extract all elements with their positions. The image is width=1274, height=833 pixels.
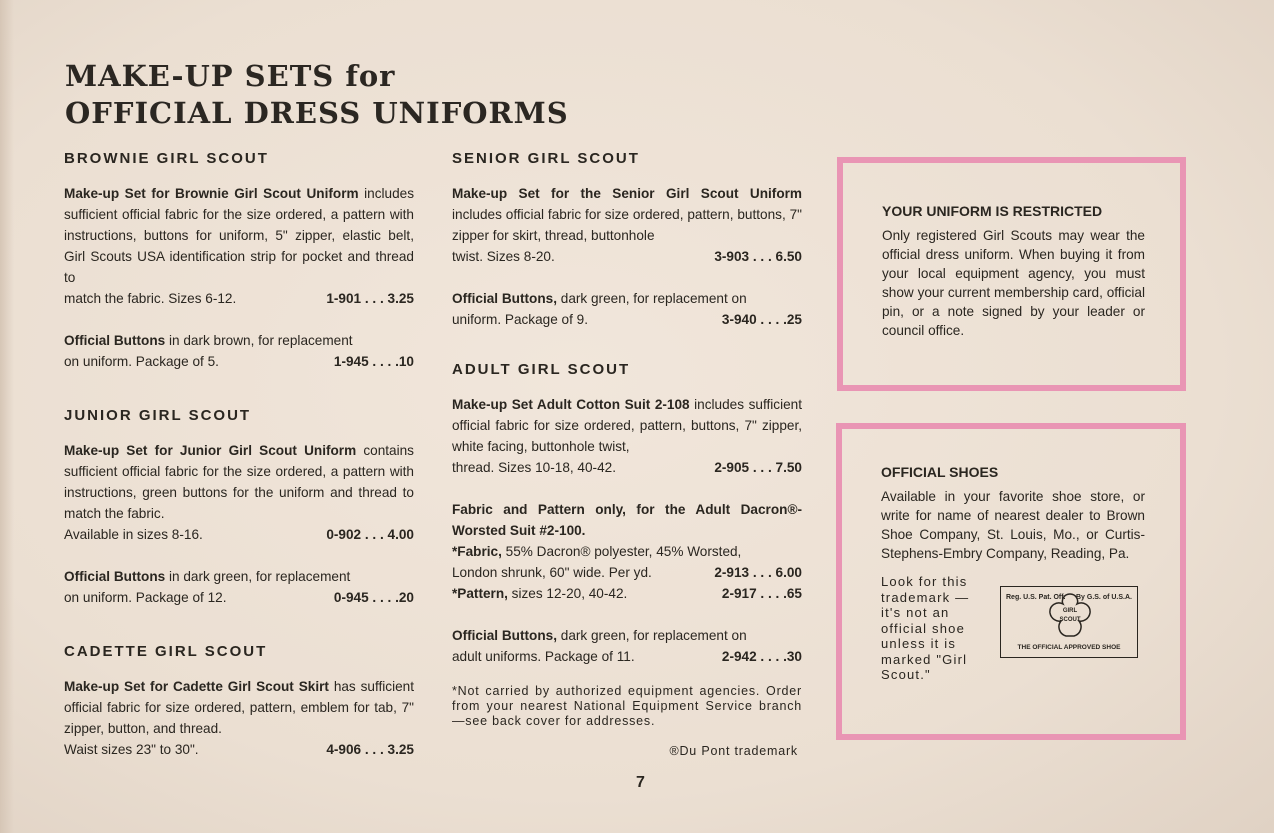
- senior-set-name: Make-up Set for the Senior Girl Scout Uniform: [452, 186, 802, 201]
- junior-buttons-name: Official Buttons: [64, 569, 166, 584]
- senior-heading: SENIOR GIRL SCOUT: [452, 150, 640, 167]
- girl-scout-shoe-trademark-badge: [1000, 586, 1138, 658]
- brownie-buttons-description: [64, 330, 414, 351]
- adult-pattern-price: 2-917 . . . .65: [721, 586, 802, 601]
- badge-registered-text: Reg. U.S. Pat. Off.: [1006, 594, 1066, 601]
- brownie-set-price: 1-901 . . . 3.25: [326, 291, 414, 306]
- cadette-set-text: has sufficient official fabric for size ordered, pattern, emblem for tab, 7" zipper, button, and thread.: [64, 679, 415, 736]
- shoes-heading: OFFICIAL SHOES: [881, 464, 999, 480]
- adult-fabric-pattern-title: Fabric and Pattern only, for the Adult Dacron®-Worsted Suit #2-100.: [452, 502, 802, 538]
- senior-buttons-package: uniform. Package of 9.: [452, 312, 589, 327]
- adult-buttons-description: [452, 625, 802, 646]
- adult-buttons-name: Official Buttons,: [452, 628, 557, 643]
- cadette-heading: CADETTE GIRL SCOUT: [64, 643, 268, 660]
- brownie-set-price-line: [64, 288, 414, 309]
- adult-set-text: includes sufficient official fabric for size ordered, pattern, buttons, 7" zipper, white facing, buttonhole twist,: [452, 397, 803, 454]
- adult-fabric-label: *Fabric,: [452, 544, 502, 559]
- senior-set-price-line: [452, 246, 802, 267]
- book-spine-shadow: [0, 0, 14, 833]
- footnote: *Not carried by authorized equipment agencies. Order from your nearest National Equipment Service branch—see back cover for addresses.: [452, 684, 802, 728]
- brownie-set-description: [64, 183, 414, 288]
- page-title: [65, 58, 569, 132]
- shoe-trademark-note: Look for this trademark — it's not an official shoe unless it is marked "Girl Scout.": [881, 574, 970, 682]
- title-line-2: OFFICIAL DRESS UNIFORMS: [65, 96, 569, 130]
- adult-pattern-sizes: sizes 12-20, 40-42.: [507, 586, 628, 601]
- restricted-heading: YOUR UNIFORM IS RESTRICTED: [882, 203, 1103, 219]
- junior-set-description: [64, 440, 414, 524]
- badge-by-text: By G.S. of U.S.A.: [1075, 594, 1132, 601]
- senior-buttons-text: dark green, for replacement on: [556, 291, 747, 306]
- junior-heading: JUNIOR GIRL SCOUT: [64, 407, 252, 424]
- adult-fabric-text: 55% Dacron® polyester, 45% Worsted,: [501, 544, 742, 559]
- brownie-buttons-package: on uniform. Package of 5.: [64, 354, 219, 369]
- brownie-heading: BROWNIE GIRL SCOUT: [64, 150, 269, 167]
- junior-set-name: Make-up Set for Junior Girl Scout Uniform: [64, 443, 357, 458]
- restricted-notice-box: [837, 157, 1186, 391]
- senior-set-price: 3-903 . . . 6.50: [714, 249, 802, 264]
- adult-buttons-price: 2-942 . . . .30: [721, 649, 802, 664]
- senior-buttons-price-line: [452, 309, 802, 330]
- adult-buttons-text: dark green, for replacement on: [556, 628, 747, 643]
- junior-set-price-line: [64, 524, 414, 545]
- adult-set-price: 2-905 . . . 7.50: [714, 460, 802, 475]
- brownie-set-name: Make-up Set for Brownie Girl Scout Uniform: [64, 186, 359, 201]
- brownie-set-text: includes sufficient official fabric for the size ordered, a pattern with instructions, buttons for uniform, 5" zipper, elastic belt, Girl Scouts USA identification strip for pocket and thread to: [64, 186, 414, 285]
- cadette-set-description: [64, 676, 414, 739]
- senior-set-text: includes official fabric for size ordered, pattern, buttons, 7" zipper for skirt, thread, buttonhole: [452, 207, 802, 243]
- cadette-set-price: 4-906 . . . 3.25: [326, 742, 414, 757]
- adult-pattern-price-line: [452, 583, 802, 604]
- senior-set-sizes: twist. Sizes 8-20.: [452, 249, 555, 264]
- shoes-text: Available in your favorite shoe store, or write for name of nearest dealer to Brown Shoe Company, St. Louis, Mo., or Curtis-Stephens-Embry Company, Reading, Pa.: [881, 489, 1145, 561]
- badge-girl-text: GIRL: [1062, 608, 1078, 614]
- junior-buttons-text: in dark green, for replacement: [165, 569, 351, 584]
- brownie-set-sizes: match the fabric. Sizes 6-12.: [64, 291, 237, 306]
- senior-buttons-name: Official Buttons,: [452, 291, 557, 306]
- title-line-1: MAKE-UP SETS for: [65, 59, 396, 93]
- badge-scout-text: SCOUT: [1059, 617, 1081, 623]
- junior-set-price: 0-902 . . . 4.00: [326, 527, 414, 542]
- adult-pattern-text: [452, 583, 627, 604]
- cadette-set-name: Make-up Set for Cadette Girl Scout Skirt: [64, 679, 329, 694]
- brownie-buttons-price-line: [64, 351, 414, 372]
- adult-buttons-package: adult uniforms. Package of 11.: [452, 649, 635, 664]
- adult-fabric-width: London shrunk, 60" wide. Per yd.: [452, 565, 652, 580]
- official-shoes-box: [836, 423, 1186, 740]
- shoe-trademark-row: [881, 574, 1145, 683]
- page-number: 7: [636, 774, 645, 791]
- restricted-text: Only registered Girl Scouts may wear the official dress uniform. When buying it from your local equipment agency, you must show your current membership card, official pin, or a note signed by your leader or council office.: [882, 228, 1145, 338]
- adult-pattern-label: *Pattern,: [452, 586, 508, 601]
- junior-buttons-price-line: [64, 587, 414, 608]
- adult-fabric-price-line: [452, 562, 802, 583]
- junior-buttons-description: [64, 566, 414, 587]
- junior-set-sizes: Available in sizes 8-16.: [64, 527, 203, 542]
- adult-heading: ADULT GIRL SCOUT: [452, 361, 631, 378]
- adult-set-sizes: thread. Sizes 10-18, 40-42.: [452, 460, 616, 475]
- senior-set-description: [452, 183, 802, 246]
- senior-buttons-description: [452, 288, 802, 309]
- left-column: [64, 150, 414, 760]
- senior-buttons-price: 3-940 . . . .25: [721, 312, 802, 327]
- junior-set-text: contains sufficient official fabric for the size ordered, a pattern with instructions, green buttons for the uniform and thread to match the fabric.: [64, 443, 414, 521]
- adult-fabric-price: 2-913 . . . 6.00: [714, 565, 802, 580]
- badge-approved-text: THE OFFICIAL APPROVED SHOE: [1017, 644, 1121, 651]
- adult-fabric-pattern-heading: [452, 499, 802, 541]
- adult-fabric-description: [452, 541, 802, 562]
- cadette-set-sizes: Waist sizes 23" to 30".: [64, 742, 199, 757]
- adult-set-name: Make-up Set Adult Cotton Suit 2-108: [452, 397, 690, 412]
- brownie-buttons-price: 1-945 . . . .10: [333, 354, 414, 369]
- brownie-buttons-name: Official Buttons: [64, 333, 166, 348]
- junior-buttons-package: on uniform. Package of 12.: [64, 590, 227, 605]
- middle-column: [452, 150, 802, 758]
- cadette-set-price-line: [64, 739, 414, 760]
- adult-set-price-line: [452, 457, 802, 478]
- adult-buttons-price-line: [452, 646, 802, 667]
- trefoil-emblem-icon: [1043, 592, 1097, 640]
- dupont-trademark-note: ®Du Pont trademark: [669, 744, 798, 758]
- junior-buttons-price: 0-945 . . . .20: [333, 590, 414, 605]
- brownie-buttons-text: in dark brown, for replacement: [165, 333, 353, 348]
- adult-set-description: [452, 394, 802, 457]
